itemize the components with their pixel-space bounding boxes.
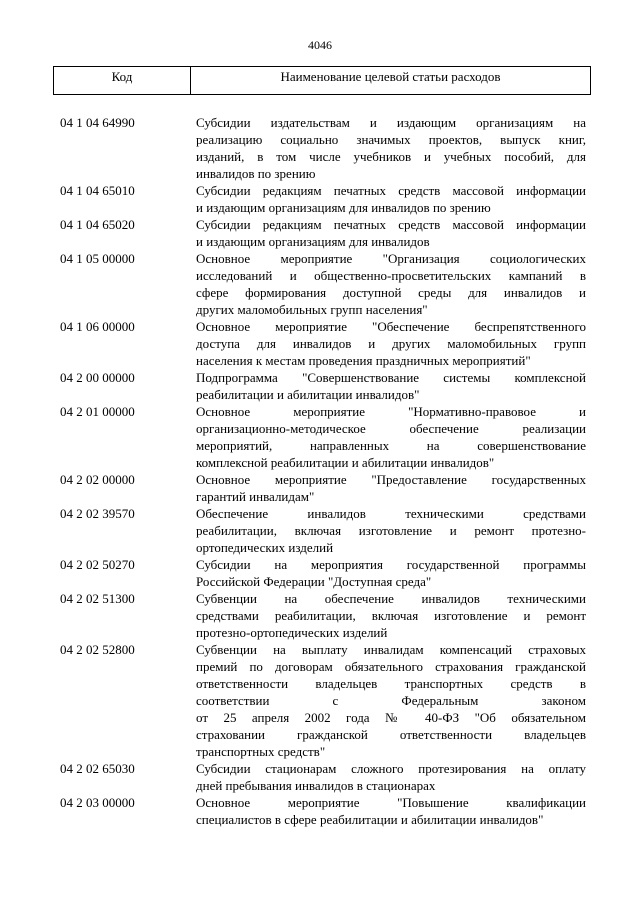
item-name-line: Субсидии на мероприятия государственной программы	[196, 557, 586, 572]
list-item	[0, 590, 640, 641]
item-code: 04 2 02 51300	[60, 591, 135, 606]
item-name	[196, 794, 586, 828]
item-name-line: транспортных средств"	[196, 744, 326, 759]
item-name-line: реализацию социально значимых проектов, выпуск книг,	[196, 132, 586, 147]
item-name	[196, 590, 586, 641]
list-item	[0, 794, 640, 828]
item-name	[196, 250, 586, 318]
item-code: 04 1 04 65020	[60, 217, 135, 232]
item-code: 04 2 02 65030	[60, 761, 135, 776]
budget-items-list	[0, 114, 640, 828]
item-name	[196, 369, 586, 403]
item-name	[196, 114, 586, 182]
list-item	[0, 114, 640, 182]
list-item	[0, 471, 640, 505]
page-number: 4046	[308, 38, 332, 52]
list-item	[0, 318, 640, 369]
table-header	[53, 66, 591, 95]
item-name-line: Основное мероприятие "Нормативно-правовое и	[196, 404, 586, 419]
item-code: 04 1 05 00000	[60, 251, 135, 266]
item-code: 04 2 02 50270	[60, 557, 135, 572]
item-name-line: Основное мероприятие "Предоставление государственных	[196, 472, 586, 487]
item-name-line: инвалидов по зрению	[196, 166, 316, 181]
item-name-line: от 25 апреля 2002 года № 40-ФЗ "Об обязательном	[196, 710, 586, 725]
item-name-line: Субвенции на выплату инвалидам компенсаций страховых	[196, 642, 586, 657]
item-name-line: Субсидии редакциям печатных средств массовой информации	[196, 217, 586, 232]
item-name	[196, 760, 586, 794]
list-item	[0, 250, 640, 318]
item-name-line: дней пребывания инвалидов в стационарах	[196, 778, 436, 793]
list-item	[0, 760, 640, 794]
item-name-line: Подпрограмма "Совершенствование системы комплексной	[196, 370, 586, 385]
list-item	[0, 369, 640, 403]
item-name-line: ортопедических изделий	[196, 540, 334, 555]
item-name-line: средствами реабилитации, включая изготовление и ремонт	[196, 608, 586, 623]
item-name-line: комплексной реабилитации и абилитации инвалидов"	[196, 455, 495, 470]
item-code: 04 1 04 65010	[60, 183, 135, 198]
item-name-line: организационно-методическое обеспечение реализации	[196, 421, 586, 436]
item-name-line: специалистов в сфере реабилитации и абилитации инвалидов"	[196, 812, 544, 827]
item-name-line: сфере формирования доступной среды для инвалидов и	[196, 285, 586, 300]
item-name-line: Основное мероприятие "Обеспечение беспрепятственного	[196, 319, 586, 334]
item-name	[196, 403, 586, 471]
column-header-name: Наименование целевой статьи расходов	[280, 69, 501, 84]
item-name-line: Основное мероприятие "Организация социологических	[196, 251, 586, 266]
item-code: 04 1 04 64990	[60, 115, 135, 130]
list-item	[0, 403, 640, 471]
item-name-line: Субвенции на обеспечение инвалидов техническими	[196, 591, 586, 606]
item-name-line: соответствии с Федеральным законом	[196, 693, 586, 708]
item-code: 04 2 01 00000	[60, 404, 135, 419]
item-code: 04 2 02 00000	[60, 472, 135, 487]
item-name	[196, 641, 586, 760]
list-item	[0, 641, 640, 760]
item-name-line: Субсидии издательствам и издающим организациям на	[196, 115, 586, 130]
list-item	[0, 182, 640, 216]
item-name-line: Субсидии редакциям печатных средств массовой информации	[196, 183, 586, 198]
item-name-line: реабилитации, включая изготовление и ремонт протезно-	[196, 523, 586, 538]
item-name-line: исследований и общественно-просветительских кампаний в	[196, 268, 586, 283]
item-name	[196, 471, 586, 505]
column-header-code: Код	[54, 67, 191, 94]
item-name-line: Основное мероприятие "Повышение квалификации	[196, 795, 586, 810]
item-name	[196, 182, 586, 216]
item-name-line: Обеспечение инвалидов техническими средствами	[196, 506, 586, 521]
item-name-line: мероприятий, направленных на совершенствование	[196, 438, 586, 453]
item-name-line: протезно-ортопедических изделий	[196, 625, 388, 640]
list-item	[0, 505, 640, 556]
item-name-line: гарантий инвалидам"	[196, 489, 315, 504]
item-name-line: изданий, в том числе учебников и учебных пособий, для	[196, 149, 586, 164]
item-name	[196, 505, 586, 556]
item-name-line: доступа для инвалидов и других маломобильных групп	[196, 336, 586, 351]
item-name-line: премий по договорам обязательного страхования гражданской	[196, 659, 586, 674]
item-name-line: и издающим организациям для инвалидов	[196, 234, 430, 249]
item-name	[196, 318, 586, 369]
list-item	[0, 556, 640, 590]
item-name-line: других маломобильных групп населения"	[196, 302, 428, 317]
item-name-line: Субсидии стационарам сложного протезирования на оплату	[196, 761, 586, 776]
item-code: 04 2 02 52800	[60, 642, 135, 657]
item-code: 04 2 03 00000	[60, 795, 135, 810]
item-name-line: страховании гражданской ответственности владельцев	[196, 727, 586, 742]
item-name	[196, 216, 586, 250]
list-item	[0, 216, 640, 250]
item-name-line: и издающим организациям для инвалидов по зрению	[196, 200, 491, 215]
item-name-line: реабилитации и абилитации инвалидов"	[196, 387, 420, 402]
item-name-line: Российской Федерации "Доступная среда"	[196, 574, 432, 589]
item-code: 04 2 02 39570	[60, 506, 135, 521]
item-name-line: ответственности владельцев транспортных средств в	[196, 676, 586, 691]
item-name	[196, 556, 586, 590]
item-name-line: населения к местам проведения праздничных мероприятий"	[196, 353, 531, 368]
item-code: 04 1 06 00000	[60, 319, 135, 334]
item-code: 04 2 00 00000	[60, 370, 135, 385]
